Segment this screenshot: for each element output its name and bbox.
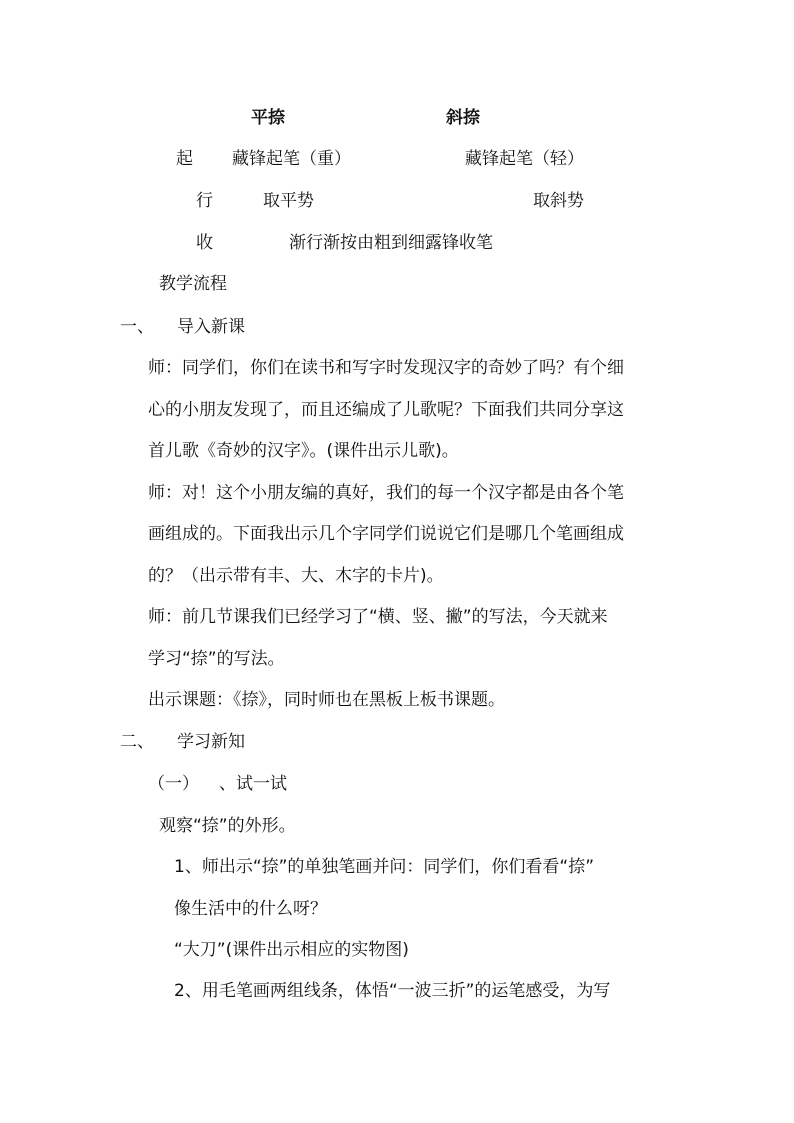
row-move-slant: 取斜势 — [533, 191, 584, 211]
section1-line: 出示课题：《捺》，同时师也在黑板上板书课题。 — [148, 690, 505, 710]
section2-line: 2、用毛笔画两组线条，体悟“一波三折”的运笔感受，为写 — [174, 981, 611, 1001]
section1-line: 的？（出示带有丰、大、木字的卡片)。 — [148, 566, 444, 586]
section1-line: 师：对！这个小朋友编的真好，我们的每一个汉字都是由各个笔 — [148, 483, 624, 503]
row-move-flat: 取平势 — [263, 191, 314, 211]
row-start-slant: 藏锋起笔（轻） — [465, 149, 584, 169]
section1-line: 学习“捺”的写法。 — [148, 649, 285, 669]
subsection-title: 、试一试 — [219, 774, 287, 794]
section1-line: 心的小朋友发现了，而且还编成了儿歌呢？下面我们共同分享这 — [148, 400, 624, 420]
section2-title: 学习新知 — [177, 732, 245, 752]
flow-title: 教学流程 — [159, 274, 227, 294]
section1-number: 一、 — [120, 317, 154, 337]
section2-line: 像生活中的什么呀？ — [174, 899, 327, 919]
row-move-label: 行 — [196, 191, 213, 211]
section1-line: 首儿歌《奇妙的汉字》。(课件出示儿歌)。 — [148, 441, 459, 461]
observe-line: 观察“捺”的外形。 — [159, 816, 296, 836]
subsection-number: （一） — [148, 774, 199, 794]
header-slant-stroke: 斜捺 — [446, 108, 480, 128]
section1-line: 画组成的。下面我出示几个字同学们说说它们是哪几个笔画组成 — [148, 524, 624, 544]
section1-title: 导入新课 — [177, 317, 245, 337]
section1-line: 师：前几节课我们已经学习了“横、竖、撇”的写法，今天就来 — [148, 607, 608, 627]
row-start-flat: 藏锋起笔（重） — [232, 149, 351, 169]
header-flat-stroke: 平捺 — [251, 108, 285, 128]
row-finish-label: 收 — [196, 233, 213, 253]
section2-number: 二、 — [120, 732, 154, 752]
section1-line: 师：同学们，你们在读书和写字时发现汉字的奇妙了吗？有个细 — [148, 358, 624, 378]
row-start-label: 起 — [176, 149, 193, 169]
section2-line: 1、师出示“捺”的单独笔画并问：同学们，你们看看“捺” — [174, 857, 595, 877]
section2-line: “大刀”(课件出示相应的实物图) — [174, 940, 409, 960]
row-finish-text: 渐行渐按由粗到细露锋收笔 — [289, 233, 493, 253]
